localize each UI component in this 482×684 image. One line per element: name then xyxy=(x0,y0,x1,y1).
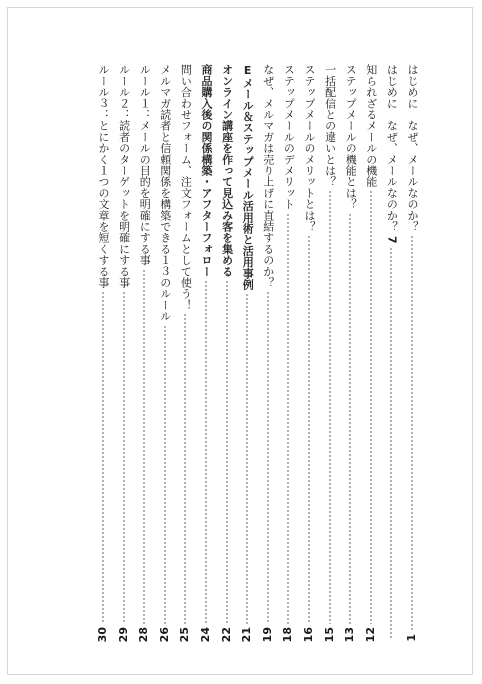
toc-page-number: 28 xyxy=(137,626,151,642)
toc-entry[interactable] xyxy=(404,64,420,642)
toc-entry-title: Eメール＆ステップメール活用術と活用事例 xyxy=(241,64,255,290)
dot-leader xyxy=(205,280,207,624)
toc-entry[interactable] xyxy=(239,64,255,642)
toc-entry-title: ステップメールのデメリット xyxy=(282,64,296,210)
toc-page-number: 26 xyxy=(157,626,171,642)
toc-entry[interactable] xyxy=(116,64,132,642)
toc-page-number: 18 xyxy=(281,626,295,642)
dot-leader xyxy=(390,247,392,639)
dot-leader xyxy=(370,190,372,623)
toc-entry-title: ルール２：読者のターゲットを明確にする事 xyxy=(117,64,131,288)
toc-entry-title: 知られざるメールの機能 xyxy=(364,64,378,188)
toc-entry-title: メルマガ読者と信頼関係を構築できる１３のルール xyxy=(158,64,172,322)
toc-entry[interactable] xyxy=(363,64,379,642)
toc-page-number: 21 xyxy=(240,626,254,642)
toc-page-number: 7 xyxy=(385,236,399,244)
toc-entry[interactable] xyxy=(322,64,338,642)
toc-entry-title: ステップメールの機能とは？ xyxy=(344,64,358,210)
table-of-contents xyxy=(88,64,428,644)
toc-page-number: 29 xyxy=(116,626,130,642)
dot-leader xyxy=(226,280,228,624)
toc-entry[interactable] xyxy=(157,64,173,642)
toc-entry-title: 商品購入後の関係構築・アフターフォロー xyxy=(200,64,213,277)
toc-entry[interactable] xyxy=(95,64,111,642)
toc-entry-title: ルール３：とにかく１つの文章を短くする事 xyxy=(97,64,110,288)
toc-entry-title: 問い合わせフォーム、注文フォームとして使う！ xyxy=(179,64,193,311)
toc-entry[interactable] xyxy=(301,64,317,642)
toc-entry-title: ステップメールのメリットとは？ xyxy=(303,64,316,232)
dot-leader xyxy=(411,235,413,631)
toc-entry-title: 一括配信との違いとは？ xyxy=(323,64,337,188)
toc-page-number: 19 xyxy=(260,626,274,642)
dot-leader xyxy=(164,325,166,624)
toc-entry[interactable] xyxy=(136,64,152,642)
dot-leader xyxy=(143,269,145,624)
dot-leader xyxy=(329,190,331,623)
toc-page-number: 16 xyxy=(302,626,315,642)
toc-entry-title: オンライン講座を作って見込み客を集める xyxy=(220,64,234,277)
toc-entry[interactable] xyxy=(260,64,276,642)
toc-page-number: 15 xyxy=(322,626,336,642)
toc-page-number: 22 xyxy=(219,626,233,642)
toc-entry-title: なぜ、メルマガは売り上げに直結するのか？ xyxy=(261,64,275,288)
toc-entry[interactable] xyxy=(280,64,296,642)
toc-page-number: 1 xyxy=(405,634,418,642)
toc-entry-title: ルール１：メールの目的を明確にする事 xyxy=(138,64,152,266)
toc-entry[interactable] xyxy=(342,64,358,642)
toc-entry[interactable] xyxy=(198,64,214,642)
dot-leader xyxy=(123,291,125,624)
toc-page-number: 12 xyxy=(363,626,377,642)
toc-entry-title: はじめに なぜ、メールなのか？ xyxy=(385,64,399,232)
dot-leader xyxy=(308,235,310,624)
toc-page-number: 24 xyxy=(199,626,212,642)
dot-leader xyxy=(184,313,186,623)
toc-page-number: 30 xyxy=(96,626,109,642)
dot-leader xyxy=(349,213,351,624)
toc-entry[interactable] xyxy=(177,64,193,642)
toc-entry[interactable] xyxy=(383,64,399,642)
dot-leader xyxy=(287,213,289,624)
toc-entry[interactable] xyxy=(219,64,235,642)
page xyxy=(7,7,473,675)
toc-entry-title: はじめに なぜ、メールなのか？ xyxy=(406,64,419,232)
dot-leader xyxy=(267,291,269,624)
toc-page-number: 13 xyxy=(343,626,357,642)
dot-leader xyxy=(102,291,104,624)
dot-leader xyxy=(246,293,248,624)
toc-page-number: 25 xyxy=(178,626,192,642)
